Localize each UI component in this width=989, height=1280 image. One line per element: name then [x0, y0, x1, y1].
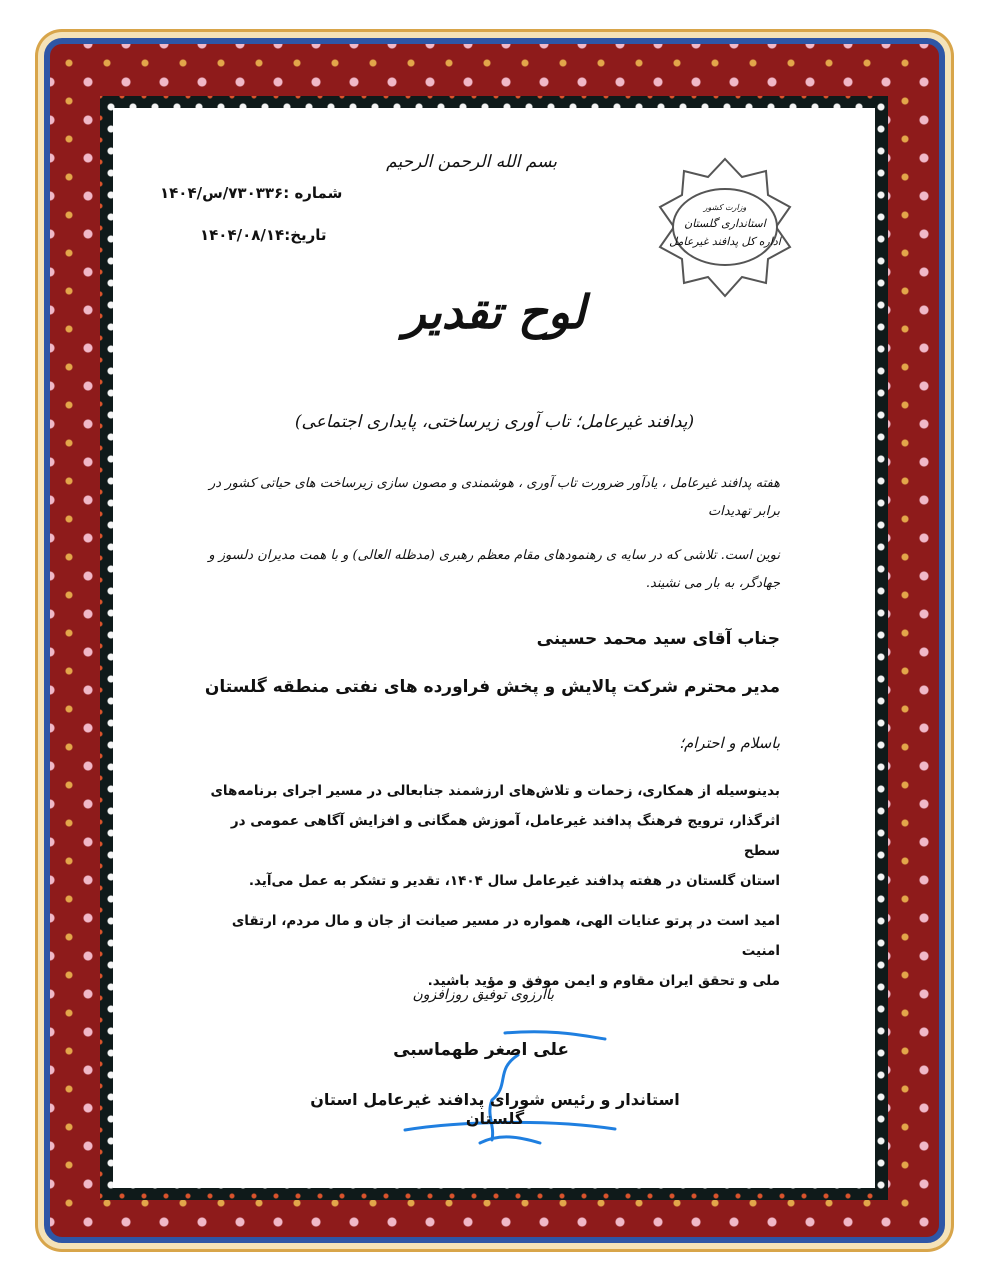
- letter-number: شماره :۷۳۰۳۳۶/س/۱۴۰۴: [160, 184, 343, 202]
- logo-text: وزارت کشور: [703, 203, 747, 212]
- letter-date: تاریخ:۱۴۰۴/۰۸/۱۴: [200, 226, 327, 244]
- closing-phrase: باآرزوی توفیق روزافزون: [412, 987, 554, 1003]
- logo-text: استانداری گلستان: [684, 217, 766, 230]
- signatory-name: علی اصغر طهماسبی: [393, 1040, 569, 1060]
- body-line: امید است در پرتو عنایات الهی، همواره در مسیر صیانت از جان و مال مردم، ارتقای امنیت: [231, 913, 780, 959]
- bismillah: بسم الله الرحمن الرحیم: [386, 152, 557, 172]
- recipient-name: جناب آقای سید محمد حسینی: [536, 629, 780, 649]
- logo-text: اداره کل پدافند غیرعامل: [669, 235, 781, 248]
- certificate-title: لوح تقدیر: [403, 285, 586, 339]
- signatory-title: استاندار و رئیس شورای پدافند غیرعامل استان گلستان: [310, 1090, 680, 1128]
- greeting: باسلام و احترام؛: [679, 734, 780, 752]
- letter-content: [200, 470, 780, 996]
- certificate-subtitle: (پدافند غیرعامل؛ تاب آوری زیرساختی، پایداری اجتماعی): [294, 412, 695, 432]
- body-line: استان گلستان در هفته پدافند غیرعامل سال ۱۴۰۴، تقدیر و تشکر به عمل می‌آید.: [248, 873, 780, 889]
- body-line: اثرگذار، ترویج فرهنگ پدافند غیرعامل، آموزش همگانی و افزایش آگاهی عمومی در سطح: [230, 813, 780, 859]
- recipient-position: مدیر محترم شرکت پالایش و پخش فراورده های نفتی منطقه گلستان: [204, 677, 780, 697]
- intro-line: هفته پدافند غیرعامل ، یادآور ضرورت تاب آوری ، هوشمندی و مصون سازی زیرساخت های حیاتی کشور در برابر تهدیدات: [208, 476, 780, 519]
- body-line: بدینوسیله از همکاری، زحمات و تلاش‌های ارزشمند جنابعالی در مسیر اجرای برنامه‌های: [210, 783, 780, 799]
- body-line: ملی و تحقق ایران مقاوم و ایمن موفق و مؤید باشید.: [427, 973, 780, 989]
- intro-line: نوین است. تلاشی که در سایه ی رهنمودهای مقام معظم رهبری (مدظله العالی) و با همت مدیران دلسوز و جهادگر، به بار می نشیند.: [208, 548, 780, 591]
- organization-logo: [650, 155, 800, 300]
